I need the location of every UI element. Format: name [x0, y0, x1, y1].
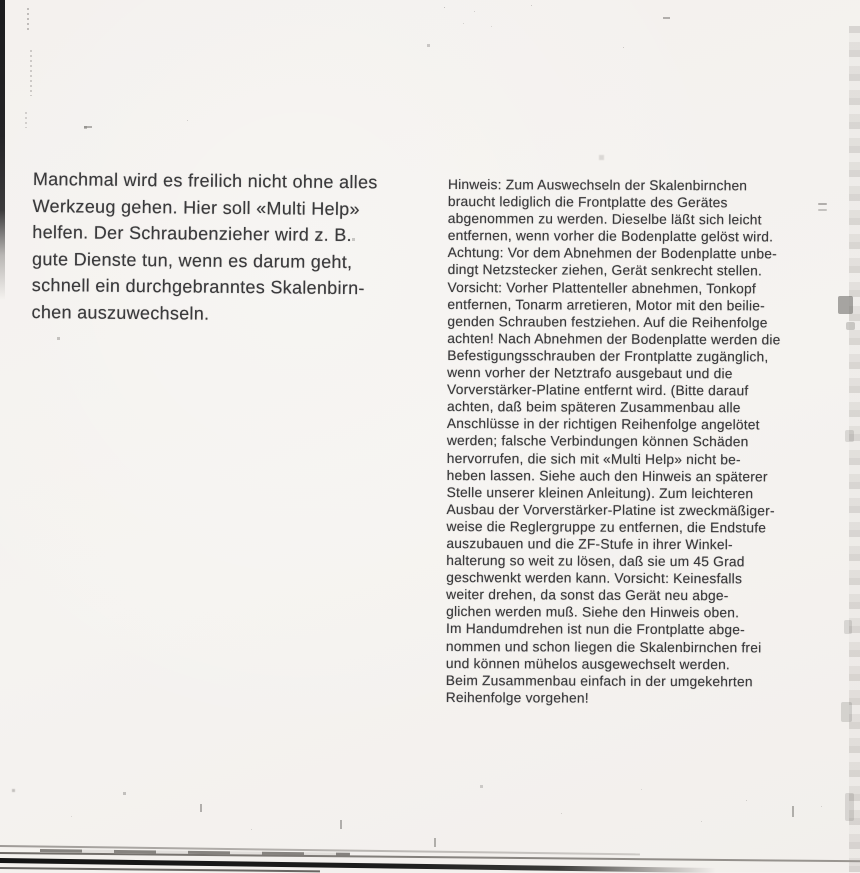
scan-bottom-line-short	[0, 867, 320, 872]
scan-tick-mark	[792, 806, 794, 817]
scan-smudge	[841, 702, 852, 722]
scan-smudge	[818, 203, 827, 205]
scan-smudge	[845, 430, 854, 442]
scan-tick-mark	[434, 838, 436, 847]
scan-edge-left-strip	[0, 0, 5, 300]
scan-smudge	[838, 296, 853, 314]
intro-paragraph: Manchmal wird es freilich nicht ohne alles Werkzeug gehen. Hier soll «Multi Help» helfen. Der Schraubenzieher wird z. B. gute Dienste tun, wenn es darum geht, schnell ein durchgebranntes Skalenbirn- chen auszuwechseln.	[31, 168, 378, 324]
scan-tick-mark	[200, 804, 202, 812]
scan-noise-specks	[0, 0, 3, 3]
scan-dash-mark	[663, 17, 670, 19]
scan-smudge	[844, 620, 852, 634]
scan-edge-right-band	[849, 26, 860, 872]
scan-tick-mark	[340, 820, 342, 829]
margin-tick-mark	[27, 8, 29, 30]
margin-tick-mark	[30, 50, 32, 96]
scan-dash-mark	[84, 126, 92, 128]
instructions-paragraph: Hinweis: Zum Auswechseln der Skalenbirnchen braucht lediglich die Frontplatte des Gerätes abgenommen zu werden. Dieselbe läßt sich leicht entfernen, wenn vorher die Bodenplatte gelöst wird. Achtung: Vor dem Abnehmen der Bodenplatte unbe- dingt Netzstecker ziehen, Gerät senkrecht stellen. Vorsicht: Vorher Plattenteller abnehmen, Tonkopf entfernen, Tonarm arretieren, Motor mit den beilie- genden Schrauben festziehen. Auf die Reihenfolge achten! Nach Abnehmen der Bodenplatte werden die Befestigungsschrauben der Frontplatte zugänglich, wenn vorher der Netztrafo ausgebaut und die Vorverstärker-Platine entfernt wird. (Bitte darauf achten, daß beim späteren Zusammenbau alle Anschlüsse in der richtigen Reihenfolge angelötet werden; falsche Verbindungen können Schäden hervorrufen, die sich mit «Multi Help» nicht be- heben lassen. Siehe auch den Hinweis an späterer Stelle unserer kleinen Anleitung). Zum leichteren Ausbau der Vorverstärker-Platine ist zweckmäßiger- weise die Reglergruppe zu entfernen, die Endstufe auszubauen und die ZF-Stufe in ihrer Winkel- halterung so weit zu lösen, daß sie um 45 Grad geschwenkt werden kann. Vorsicht: Keinesfalls weiter drehen, da sonst das Gerät neu abge- glichen werden muß. Siehe den Hinweis oben. Im Handumdrehen ist nun die Frontplatte abge- nommen und schon liegen die Skalenbirnchen frei und können mühelos ausgewechselt werden. Beim Zusammenbau einfach in der umgekehrten Reihenfolge vorgehen!	[445, 176, 781, 706]
scan-bottom-line-dark	[0, 858, 716, 873]
scan-smudge	[846, 322, 855, 330]
scan-smudge	[845, 793, 854, 821]
scan-smudge	[818, 209, 827, 211]
margin-tick-mark	[25, 112, 27, 128]
